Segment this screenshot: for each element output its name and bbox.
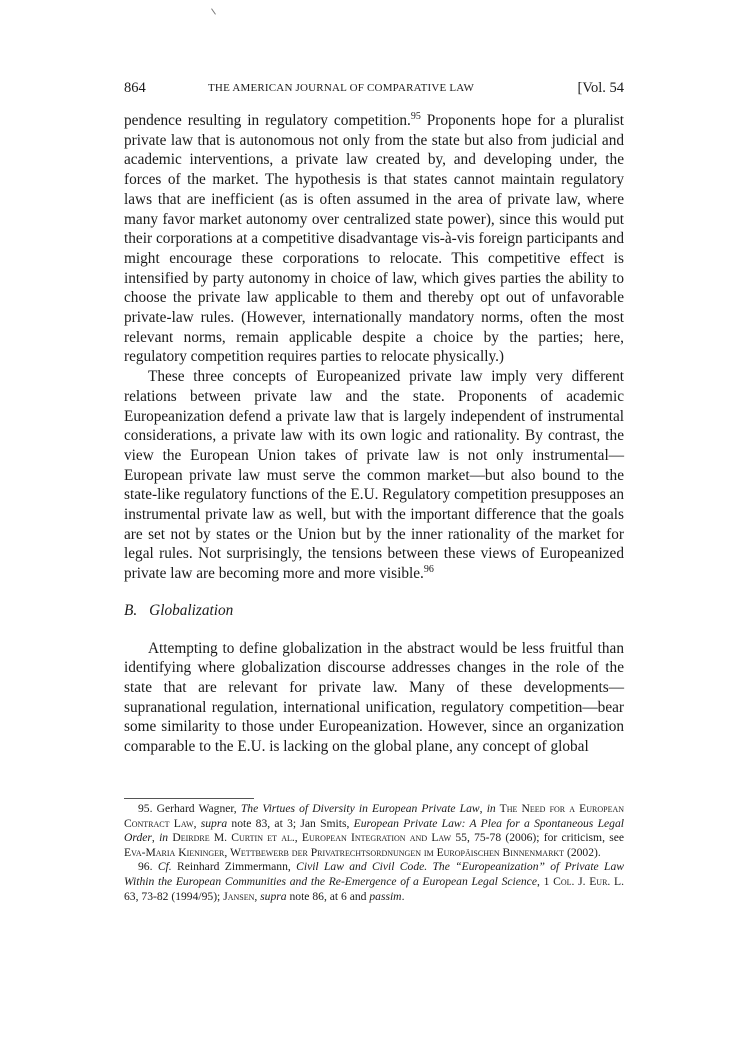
page-number: 864: [124, 80, 146, 96]
section-title: Globalization: [149, 601, 234, 619]
footnote-ref-95[interactable]: 95: [410, 111, 421, 122]
page-content: [124, 80, 624, 757]
running-header: [124, 80, 624, 102]
paragraph-1: [124, 111, 624, 367]
footnote-95: 95. Gerhard Wagner, The Virtues of Diversity in European Private Law, in The Need for a European Contract Law, supra note 83, at 3; Jan Smits, European Private Law: A Plea for a Spontaneous Legal Order, in Deirdre M. Curtin et al., European Integration and Law 55, 75-78 (2006); for criticism, see Eva-Maria Kieninger, Wettbewerb der Privatrechtsordnungen im Europäischen Binnenmarkt (2002).: [124, 802, 625, 859]
paragraph-3-text: Attempting to define globalization in the abstract would be less fruitful than identifying where globalization discourse addresses changes in the role of the state that are relevant for private law. Many of these developments—supranational regulation, international unification, regulatory competition—bear some similarity to those under Europeanization. However, since an organization comparable to the E.U. is lacking on the global plane, any concept of global: [124, 639, 624, 756]
footnote-96: 96. Cf. Reinhard Zimmermann, Civil Law and Civil Code. The “Europeanization” of Private Law Within the European Communities and the Re-Emergence of a European Legal Science, 1 Col. J. Eur. L. 63, 73-82 (1994/95); Jansen, supra note 86, at 6 and passim.: [124, 860, 624, 903]
scan-mark: [211, 8, 216, 14]
footnote-ref-96[interactable]: 96: [423, 564, 434, 576]
paragraph-3: [124, 639, 624, 757]
journal-title: THE AMERICAN JOURNAL OF COMPARATIVE LAW: [208, 82, 475, 94]
section-heading: [124, 601, 624, 621]
paragraph-2-text: These three concepts of Europeanized private law imply very different relations between private law and the state. Proponents of academic Europeanization defend a private law that is largely independent of instrumental considerations, a private law with its own logic and rationality. By contrast, the view the European Union takes of private law is not only instrumental—European private law must serve the common market—but also bound to the state-like regulatory functions of the E.U. Regulatory competition presupposes an instrumental private law as well, but with the important difference that the goals are set not by states or the Union but by the inner rationality of the market for legal rules. Not surprisingly, the tensions between these views of Europeanized private law are becoming more and more visible.: [124, 368, 624, 583]
footnotes: [124, 802, 624, 904]
paragraph-2: [124, 367, 624, 584]
volume-label: [Vol. 54: [577, 80, 624, 96]
paragraph-1-rest: Proponents hope for a pluralist private law that is autonomous not only from the state but also from judicial and academic interventions, a private law created by, and developing under, the forces of the market. The hypothesis is that states cannot maintain regulatory laws that are inefficient (as is often assumed in the area of private law, where many favor market autonomy over centralized state power), since this would put their corporations at a competitive disadvantage vis-à-vis foreign participants and might encourage these corporations to relocate. This competitive effect is intensified by party autonomy in choice of law, which gives parties the ability to choose the private law applicable to them and thereby opt out of unfavorable private-law rules. (However, internationally mandatory norms, often the most relevant norms, remain applicable despite a choice by the parties; here, regulatory competition requires parties to relocate physically.): [124, 112, 624, 366]
section-letter: B.: [124, 601, 138, 619]
footnote-divider: [124, 798, 254, 799]
paragraph-1-text: pendence resulting in regulatory competition.: [124, 112, 411, 129]
body-text: [124, 111, 624, 757]
